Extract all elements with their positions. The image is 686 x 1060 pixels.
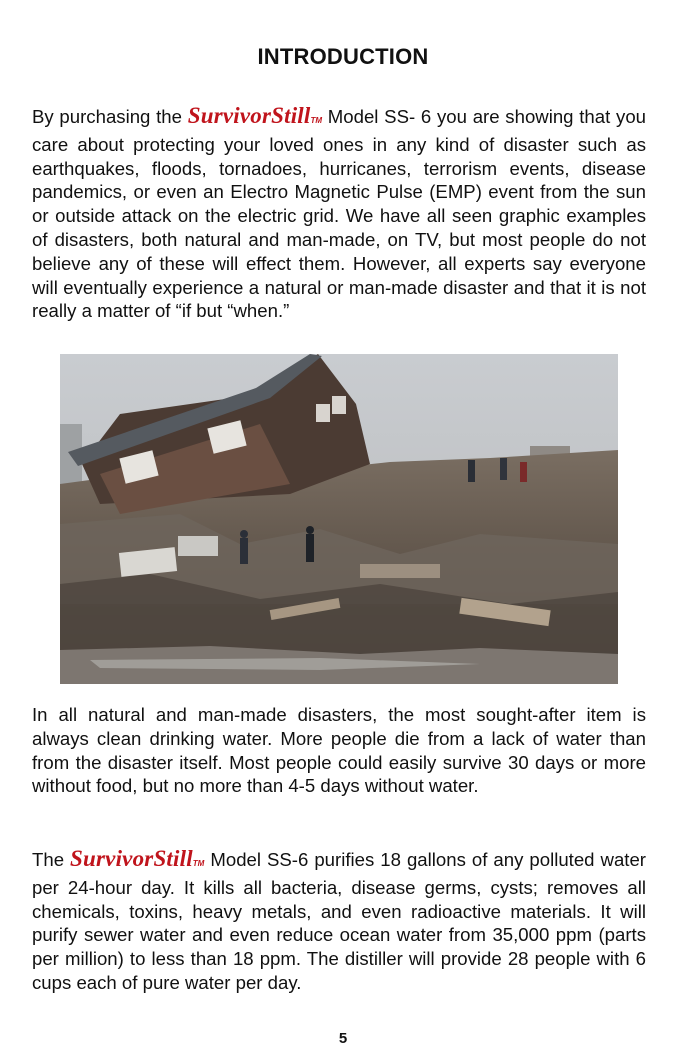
trademark-mark: TM: [192, 859, 205, 868]
page-number: 5: [338, 1030, 348, 1047]
product-capability-paragraph: [32, 847, 646, 995]
page-title: INTRODUCTION: [257, 44, 429, 69]
intro-paragraph: [32, 104, 646, 323]
water-importance-paragraph: In all natural and man-made disasters, the most sought-after item is always clean drinking water. More people die from a lack of water than from the disaster itself. Most people could easily survive 30 days or more without food, but no more than 4-5 days without water.: [32, 704, 646, 797]
disaster-photo: [60, 354, 618, 684]
paragraph-text: Model SS-6 purifies 18 gallons of any polluted water per 24-hour day. It kills all bacteria, disease germs, cysts; removes all chemicals, toxins, heavy metals, and even radioactive materials. It will purify sewer water and even reduce ocean water from 35,000 ppm (parts per million) to less than 18 ppm. The distiller will provide 28 people with 6 cups each of pure water per day.: [32, 849, 646, 993]
paragraph-text: Model SS- 6 you are showing that you care about protecting your loved ones in any kind of disaster such as earthquakes, floods, tornadoes, hurricanes, terrorism events, disease pandemics, or even an Electro Magnetic Pulse (EMP) event from the sun or outside attack on the electric grid. We have all seen graphic examples of disasters, both natural and man-made, on TV, but most people do not believe any of these will effect them. However, all experts say everyone will eventually experience a natural or man-made disaster and that it is not really a matter of “if but “when.”: [32, 106, 646, 322]
paragraph-text: The: [32, 849, 71, 870]
brand-logo: SurvivorStill: [70, 846, 193, 871]
trademark-mark: TM: [310, 116, 323, 125]
paragraph-text: By purchasing the: [32, 106, 188, 127]
brand-logo: SurvivorStill: [187, 103, 311, 128]
